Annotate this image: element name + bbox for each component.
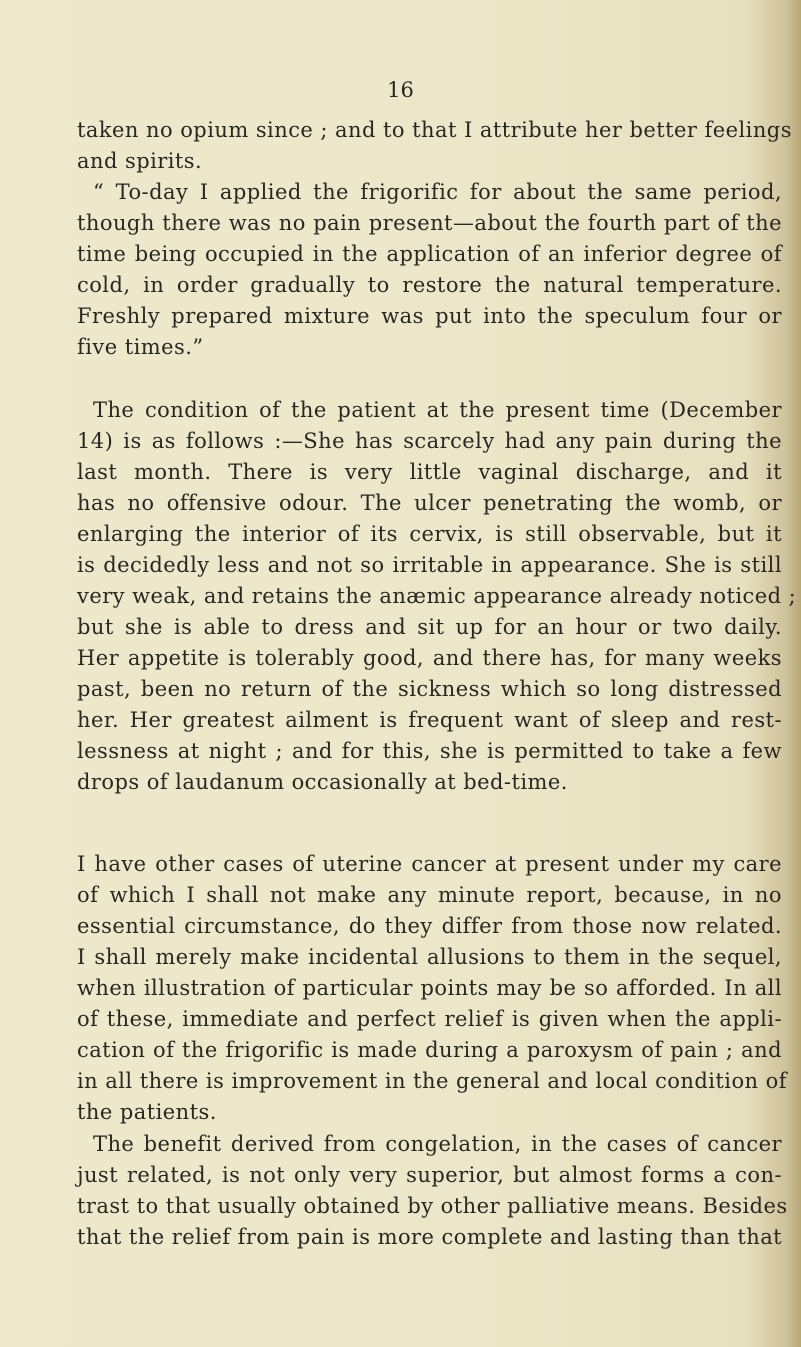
text-line: essential circumstance, do they differ from those now related.: [77, 914, 782, 938]
text-line: cation of the frigorific is made during a paroxysm of pain ; and: [77, 1038, 782, 1062]
text-line: her. Her greatest ailment is frequent want of sleep and rest-: [77, 708, 782, 732]
paragraph-quoted-report: [77, 177, 782, 363]
text-line: I shall merely make incidental allusions to them in the sequel,: [77, 945, 782, 969]
text-line: and spirits.: [77, 149, 203, 173]
paragraph-patient-condition: [77, 395, 797, 798]
text-line: in all there is improvement in the general and local condition of: [77, 1069, 787, 1093]
text-line: 14) is as follows :—She has scarcely had any pain during the: [77, 429, 782, 453]
text-line: of which I shall not make any minute report, because, in no: [77, 883, 782, 907]
text-line: “ To-day I applied the frigorific for about the same period,: [93, 180, 782, 204]
text-line: of these, immediate and perfect relief is given when the appli-: [77, 1007, 782, 1031]
text-line: The condition of the patient at the present time (December: [93, 398, 782, 422]
text-line: The benefit derived from congelation, in the cases of cancer: [93, 1132, 782, 1156]
paragraph-continuation: [77, 115, 792, 177]
page-number: 16: [387, 78, 414, 102]
text-line: but she is able to dress and sit up for an hour or two daily.: [77, 615, 782, 639]
paragraph-benefit: [77, 1129, 788, 1253]
text-line: enlarging the interior of its cervix, is still observable, but it: [77, 522, 782, 546]
text-line: past, been no return of the sickness which so long distressed: [77, 677, 782, 701]
text-line: cold, in order gradually to restore the natural temperature.: [77, 273, 782, 297]
text-line: Her appetite is tolerably good, and there has, for many weeks: [77, 646, 782, 670]
text-line: that the relief from pain is more complete and lasting than that: [77, 1225, 783, 1249]
text-line: drops of laudanum occasionally at bed-time.: [77, 770, 568, 794]
text-line: has no offensive odour. The ulcer penetrating the womb, or: [77, 491, 782, 515]
text-line: trast to that usually obtained by other palliative means. Besides: [77, 1194, 788, 1218]
text-line: taken no opium since ; and to that I attribute her better feelings: [77, 118, 792, 142]
text-line: when illustration of particular points may be so afforded. In all: [77, 976, 782, 1000]
text-line: Freshly prepared mixture was put into the speculum four or: [77, 304, 782, 328]
text-line: though there was no pain present—about the fourth part of the: [77, 211, 782, 235]
text-line: lessness at night ; and for this, she is permitted to take a few: [77, 739, 782, 763]
paragraph-other-cases: [77, 849, 787, 1128]
text-line: just related, is not only very superior, but almost forms a con-: [77, 1163, 782, 1187]
text-line: is decidedly less and not so irritable in appearance. She is still: [77, 553, 782, 577]
text-line: time being occupied in the application of an inferior degree of: [77, 242, 782, 266]
text-line: last month. There is very little vaginal discharge, and it: [77, 460, 782, 484]
text-line: five times.”: [77, 335, 204, 359]
text-line: very weak, and retains the anæmic appearance already noticed ;: [77, 584, 797, 608]
text-line: the patients.: [77, 1100, 217, 1124]
text-line: I have other cases of uterine cancer at present under my care: [77, 852, 782, 876]
